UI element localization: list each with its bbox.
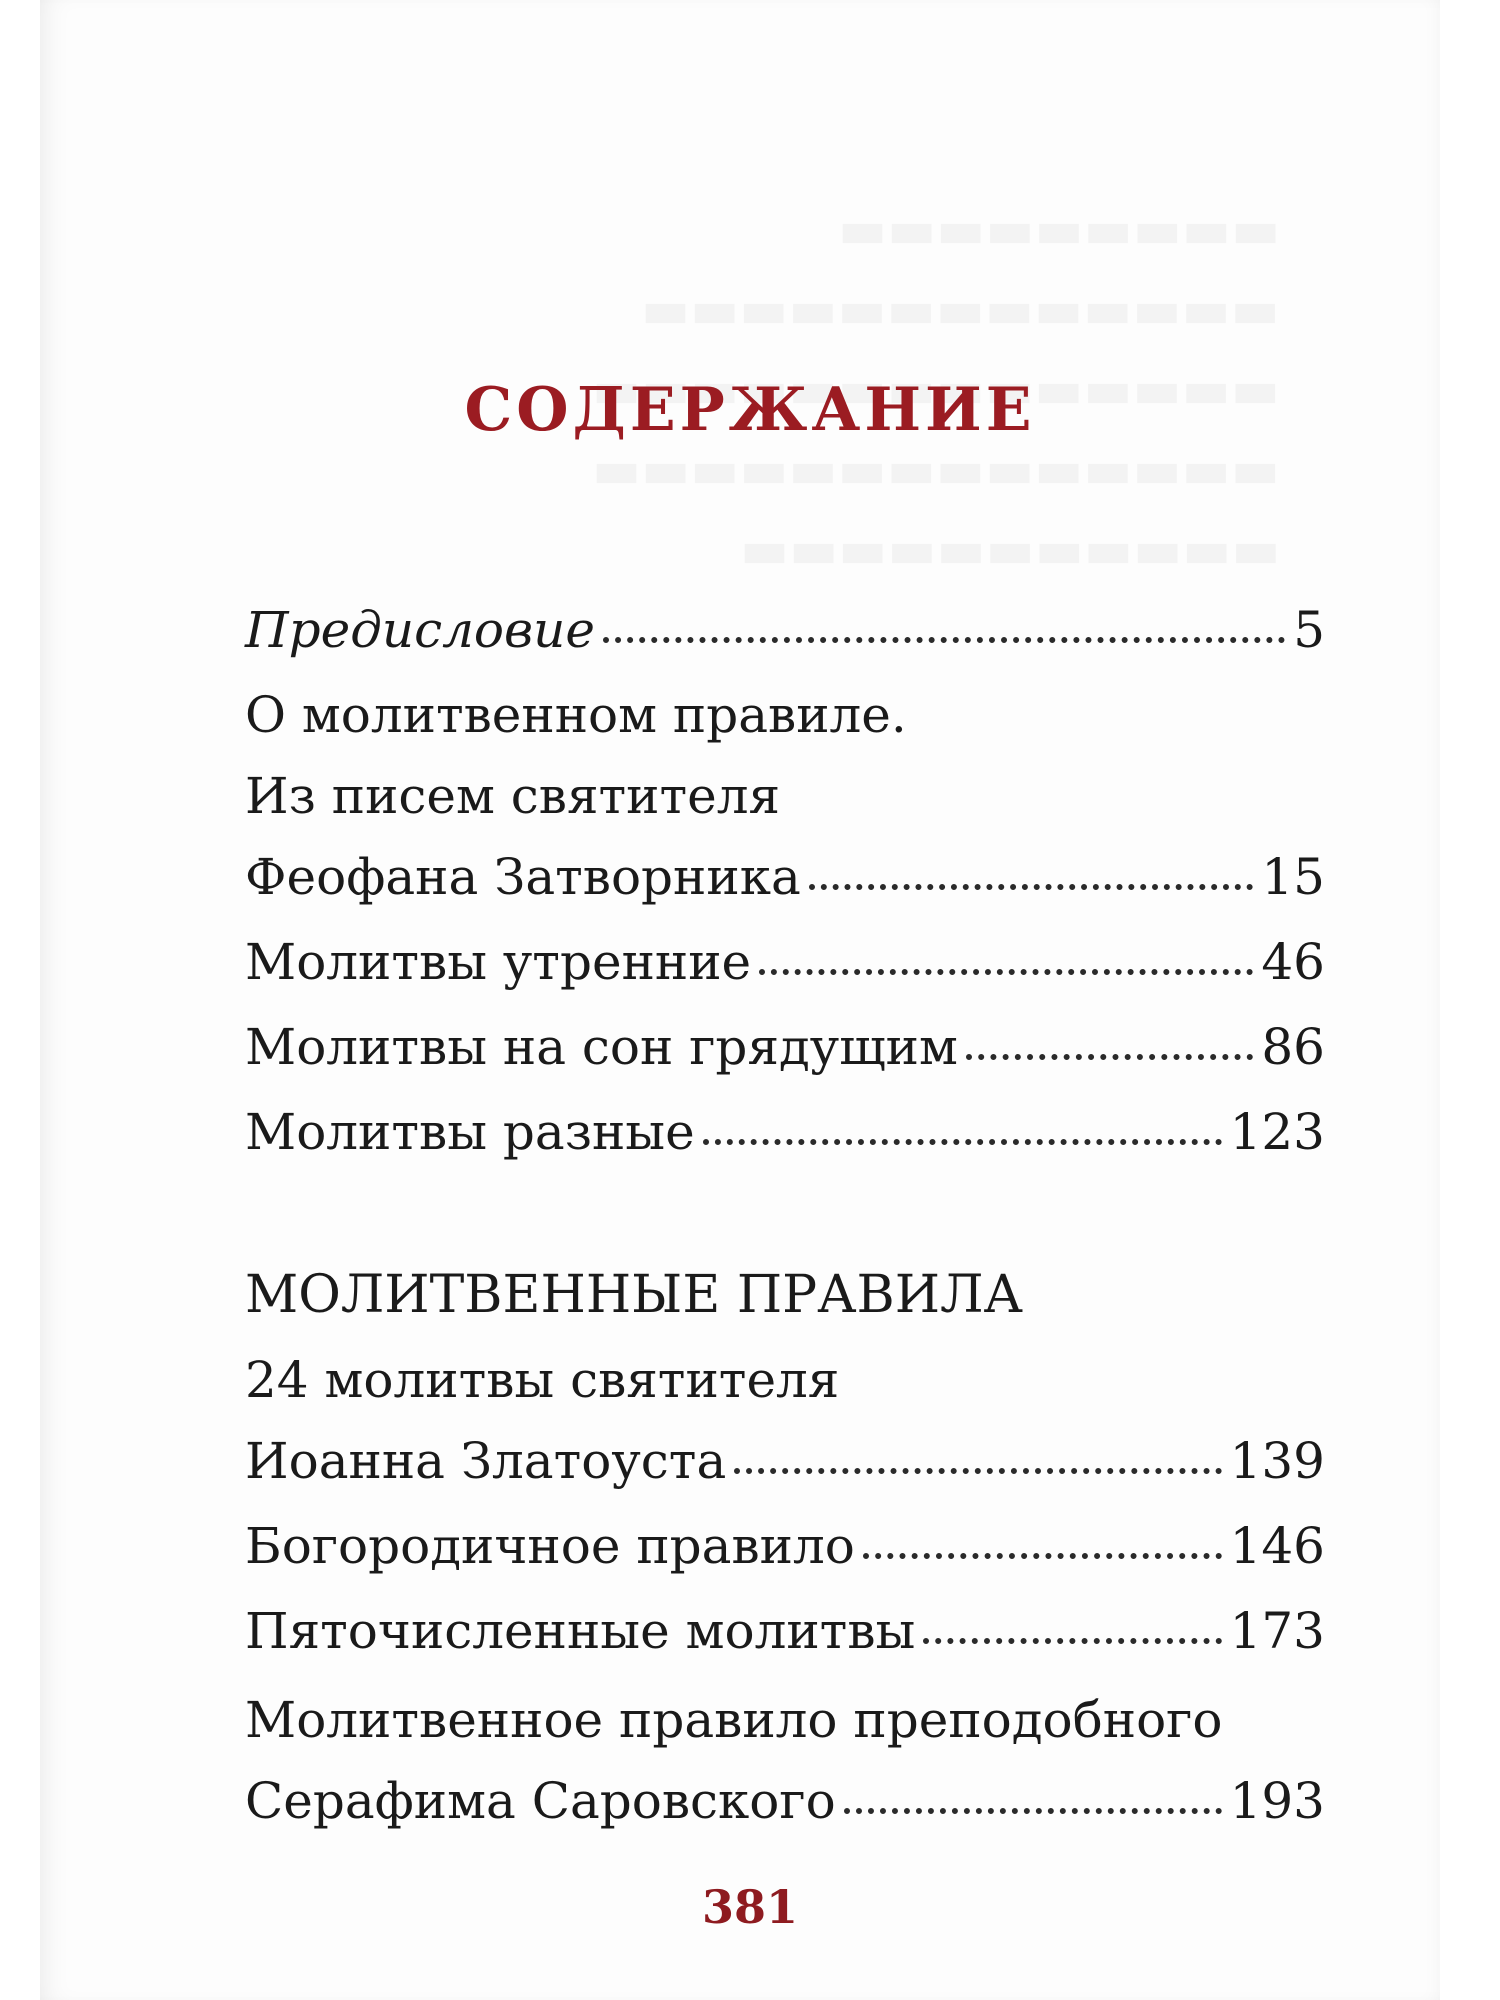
show-through-shadow xyxy=(592,440,1280,500)
dot-leader xyxy=(703,1129,1222,1145)
toc-entry-seraphim[interactable] xyxy=(245,1771,1325,1831)
toc-entry-line: Из писем святителя xyxy=(245,767,781,825)
toc-entry-line: 24 молитвы святителя xyxy=(245,1351,840,1409)
toc-entry-label: Молитвы разные xyxy=(245,1103,695,1161)
toc-page-number: 123 xyxy=(1229,1103,1325,1161)
toc-page-number: 193 xyxy=(1229,1772,1325,1830)
show-through-shadow xyxy=(740,520,1280,580)
toc-entry-various-prayers[interactable] xyxy=(245,1102,1325,1162)
toc-entry-label: Молитвы на сон грядущим xyxy=(245,1018,958,1076)
show-through-shadow xyxy=(641,280,1280,340)
toc-page-number: 146 xyxy=(1229,1517,1325,1575)
toc-page-number: 86 xyxy=(1261,1018,1325,1076)
dot-leader xyxy=(734,1458,1221,1474)
toc-entry-preface[interactable] xyxy=(245,600,1325,660)
page-title: СОДЕРЖАНИЕ xyxy=(464,375,1036,445)
toc-entry-chrysostom[interactable] xyxy=(245,1431,1325,1491)
dot-leader xyxy=(603,627,1285,643)
toc-entry-evening-prayers[interactable] xyxy=(245,1017,1325,1077)
toc-entry-line: О молитвенном правиле. xyxy=(245,686,907,744)
toc-entry-label: Пяточисленные молитвы xyxy=(245,1602,916,1660)
toc-entry-label: Богородичное правило xyxy=(245,1517,855,1575)
toc-entry-label: Предисловие xyxy=(245,601,595,659)
toc-entry-fivefold-prayers[interactable] xyxy=(245,1601,1325,1661)
dot-leader xyxy=(923,1628,1221,1644)
toc-entry-label: Молитвы утренние xyxy=(245,933,752,991)
toc-entry-theotokos-rule[interactable] xyxy=(245,1516,1325,1576)
dot-leader xyxy=(809,874,1254,890)
toc-entry-label: Иоанна Златоуста xyxy=(245,1432,727,1490)
toc-page-number: 139 xyxy=(1229,1432,1325,1490)
show-through-shadow xyxy=(838,200,1280,260)
toc-page-number: 5 xyxy=(1293,601,1325,659)
toc-entry-line: Молитвенное правило преподобного xyxy=(245,1691,1223,1749)
toc-entry-morning-prayers[interactable] xyxy=(245,932,1325,992)
toc-page-number: 173 xyxy=(1229,1602,1325,1660)
page-number: 381 xyxy=(701,1880,799,1934)
dot-leader xyxy=(759,959,1253,975)
dot-leader xyxy=(844,1798,1222,1814)
dot-leader xyxy=(966,1044,1253,1060)
section-heading: МОЛИТВЕННЫЕ ПРАВИЛА xyxy=(245,1265,1023,1325)
dot-leader xyxy=(863,1543,1222,1559)
toc-page-number: 46 xyxy=(1261,933,1325,991)
toc-page-number: 15 xyxy=(1261,848,1325,906)
toc-entry-label: Серафима Саровского xyxy=(245,1772,836,1830)
toc-entry-label: Феофана Затворника xyxy=(245,848,801,906)
toc-entry-feofan[interactable] xyxy=(245,847,1325,907)
